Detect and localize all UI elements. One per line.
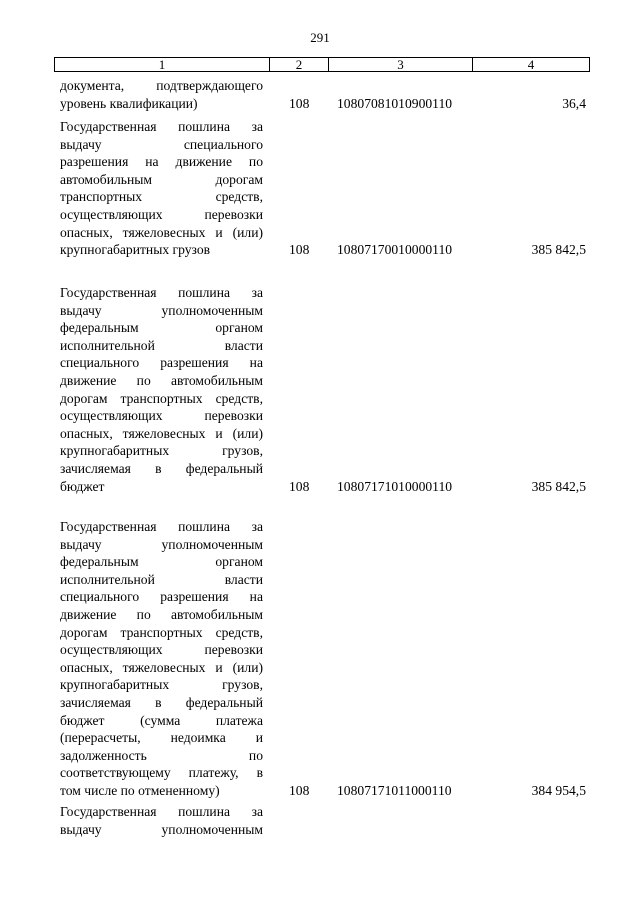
- description-line: (перерасчеты, недоимка и: [60, 730, 263, 746]
- description-line: документа, подтверждающего: [60, 78, 263, 93]
- header-col-2: 2: [270, 58, 329, 71]
- description-line: бюджет: [60, 478, 105, 494]
- description-line: опасных, тяжеловесных и (или): [60, 425, 263, 441]
- description-line: специального разрешения на: [60, 355, 263, 371]
- description-line: осуществляющих перевозки: [60, 206, 263, 222]
- table-header: [54, 57, 590, 72]
- description-line: крупногабаритных грузов,: [60, 677, 263, 693]
- row-amount: 36,4: [562, 95, 586, 111]
- description-line: автомобильным дорогам: [60, 171, 263, 187]
- description-line: том числе по отмененному): [60, 782, 220, 798]
- description-line: выдачу уполномоченным: [60, 536, 263, 552]
- description-line: Государственная пошлина за: [60, 804, 263, 819]
- row-kbk: 10807081010900110: [337, 95, 453, 111]
- description-line: бюджет (сумма платежа: [60, 712, 263, 728]
- description-line: крупногабаритных грузов,: [60, 443, 263, 459]
- row-amount: 384 954,5: [531, 783, 586, 798]
- description-line: движение по автомобильным: [60, 372, 263, 388]
- row-code: 108: [289, 95, 310, 111]
- description-line: зачисляемая в федеральный: [60, 460, 263, 476]
- row-code: 108: [289, 783, 310, 798]
- row-description: [60, 118, 263, 259]
- row-kbk: 10807170010000110: [337, 242, 453, 258]
- row-code: 108: [289, 478, 310, 494]
- row-code: 108: [289, 242, 310, 258]
- description-line: федеральным органом: [60, 320, 263, 336]
- description-line: выдачу специального: [60, 136, 263, 152]
- description-line: выдачу уполномоченным: [60, 821, 263, 837]
- description-line: специального разрешения на: [60, 589, 263, 605]
- description-line: исполнительной власти: [60, 337, 263, 353]
- header-col-4: 4: [527, 57, 535, 72]
- description-line: крупногабаритных грузов: [60, 242, 211, 258]
- description-line: федеральным органом: [60, 554, 263, 570]
- row-amount: 385 842,5: [531, 242, 586, 258]
- description-line: зачисляемая в федеральный: [60, 694, 263, 710]
- page-number: 291: [310, 30, 330, 45]
- row-description: [60, 77, 263, 112]
- description-line: выдачу уполномоченным: [60, 302, 263, 318]
- description-line: осуществляющих перевозки: [60, 642, 263, 658]
- description-line: транспортных средств,: [60, 189, 263, 205]
- description-line: движение по автомобильным: [60, 606, 263, 622]
- description-line: задолженность по: [60, 747, 263, 763]
- header-col-3: 3: [329, 58, 473, 71]
- description-line: дорогам транспортных средств,: [60, 390, 263, 406]
- header-col-1: 1: [55, 58, 270, 71]
- description-line: исполнительной власти: [60, 571, 263, 587]
- row-description: [60, 284, 263, 495]
- description-line: дорогам транспортных средств,: [60, 624, 263, 640]
- description-line: Государственная пошлина за: [60, 119, 263, 134]
- description-line: опасных, тяжеловесных и (или): [60, 224, 263, 240]
- description-line: разрешения на движение по: [60, 154, 263, 170]
- row-amount: 385 842,5: [531, 478, 586, 494]
- row-description: [60, 518, 263, 800]
- row-kbk: 10807171011000110: [337, 783, 452, 798]
- description-line: уровень квалификации): [60, 95, 198, 111]
- description-line: опасных, тяжеловесных и (или): [60, 659, 263, 675]
- description-line: осуществляющих перевозки: [60, 408, 263, 424]
- description-line: Государственная пошлина за: [60, 519, 263, 534]
- row-description: [60, 803, 263, 838]
- description-line: соответствующему платежу, в: [60, 765, 263, 781]
- description-line: Государственная пошлина за: [60, 285, 263, 300]
- row-kbk: 10807171010000110: [337, 478, 453, 494]
